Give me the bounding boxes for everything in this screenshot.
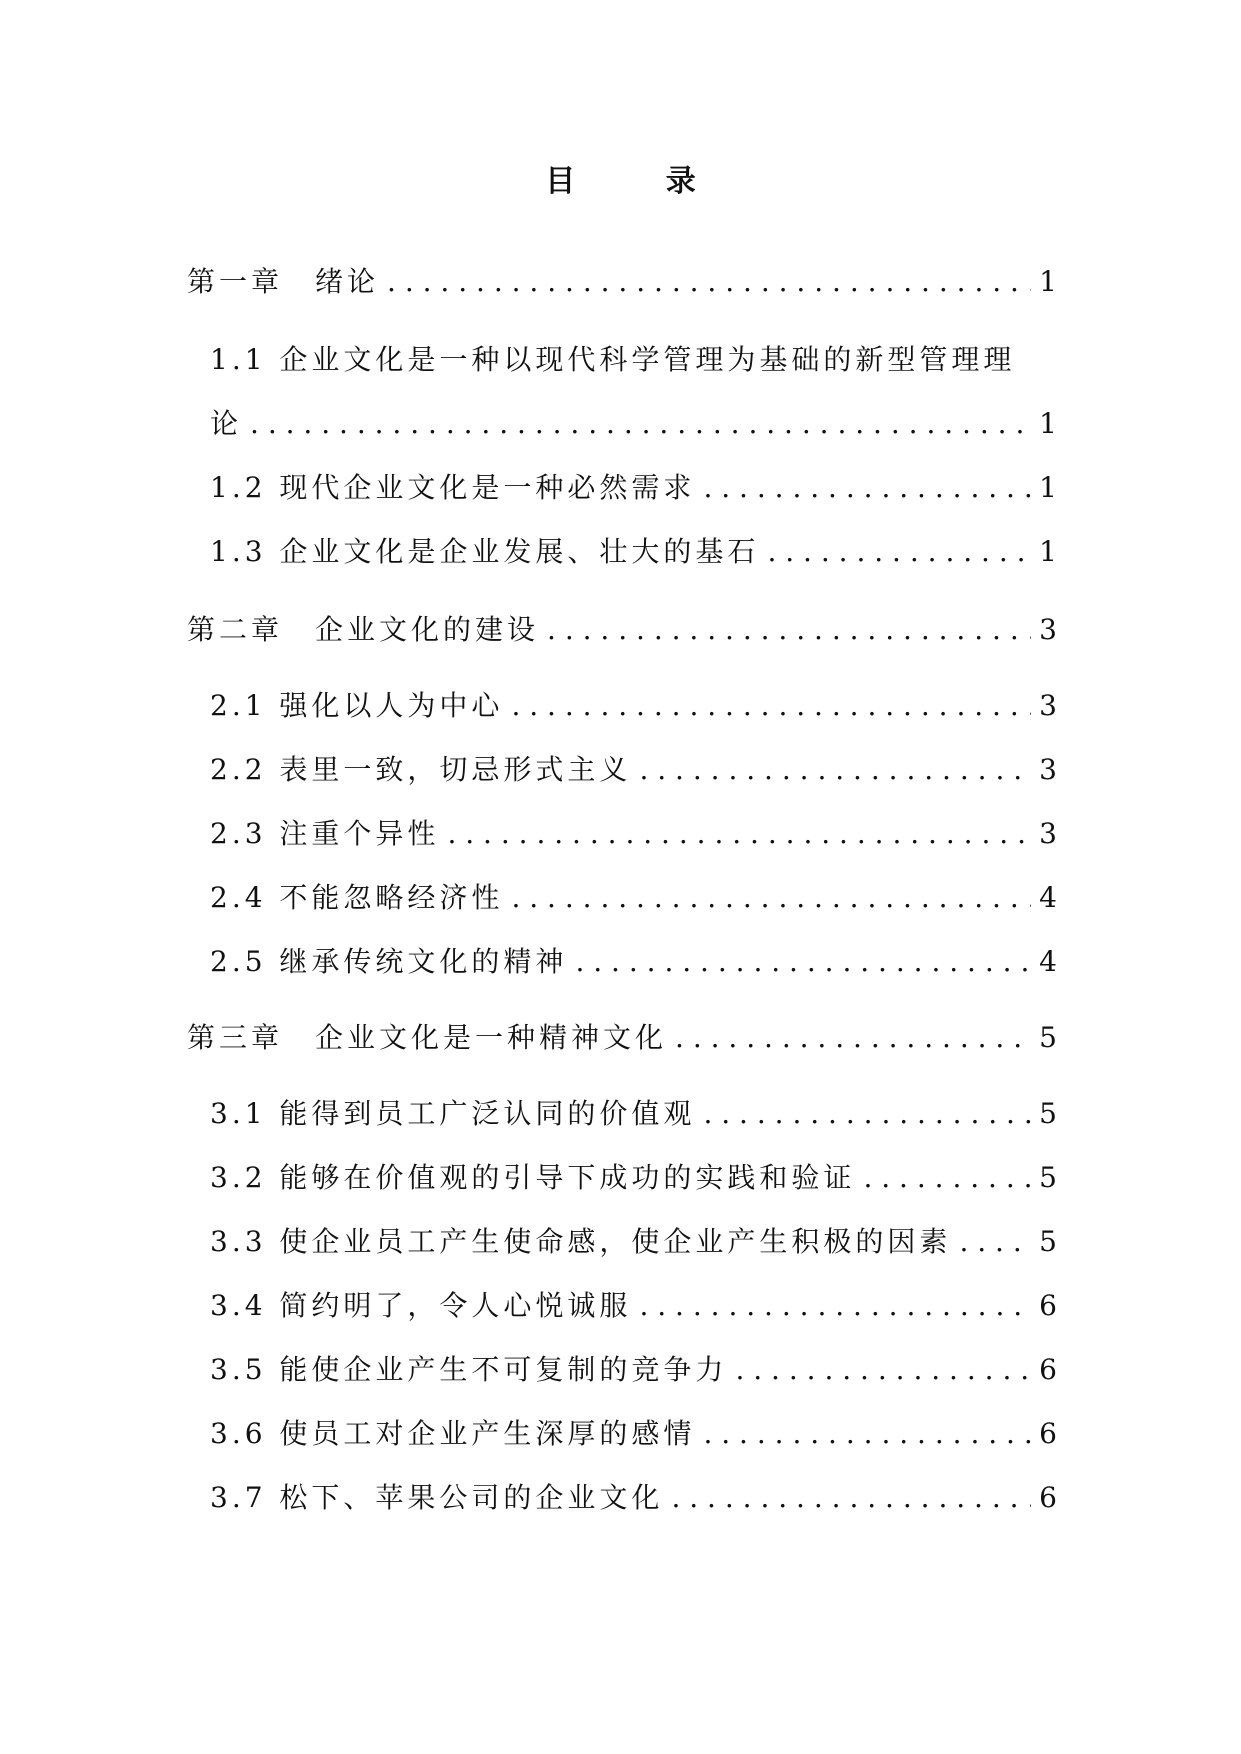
toc-entry-3-1[interactable] (210, 1094, 1057, 1134)
toc-leader-dots (387, 262, 1031, 302)
toc-entry-page: 1 (1039, 471, 1057, 504)
toc-entry-text: 2.3 注重个异性 (210, 817, 440, 850)
toc-leader-dots (675, 1018, 1031, 1058)
toc-entry-text: 第二章 企业文化的建设 (187, 613, 540, 646)
toc-entry-page: 1 (1039, 407, 1057, 440)
toc-entry-text: 3.3 使企业员工产生使命感，使企业产生积极的因素 (210, 1225, 952, 1258)
toc-leader-dots (547, 610, 1031, 650)
toc-leader-dots (735, 1350, 1031, 1390)
toc-entry-text: 3.4 简约明了，令人心悦诚服 (210, 1289, 632, 1322)
toc-leader-dots (671, 1478, 1031, 1518)
toc-entry-page: 5 (1039, 1097, 1057, 1130)
toc-entry-1-2[interactable] (210, 468, 1057, 508)
toc-entry-page: 3 (1039, 817, 1057, 850)
toc-entry-3-4[interactable] (210, 1286, 1057, 1326)
toc-entry-page: 4 (1039, 945, 1057, 978)
toc-entry-2-4[interactable] (210, 878, 1057, 918)
toc-leader-dots (639, 1286, 1031, 1326)
toc-entry-text: 3.2 能够在价值观的引导下成功的实践和验证 (210, 1161, 856, 1194)
toc-leader-dots (511, 878, 1031, 918)
toc-leader-dots (639, 750, 1031, 790)
toc-entry-text: 第三章 企业文化是一种精神文化 (187, 1021, 668, 1054)
toc-entry-1-1[interactable] (210, 404, 1057, 444)
toc-entry-text: 2.1 强化以人为中心 (210, 689, 504, 722)
toc-leader-dots (250, 404, 1031, 444)
toc-entry-page: 5 (1039, 1161, 1057, 1194)
toc-entry-2-3[interactable] (210, 814, 1057, 854)
toc-entry-1-1-line1[interactable]: 1.1 企业文化是一种以现代科学管理为基础的新型管理理 (210, 343, 1016, 376)
toc-leader-dots (575, 942, 1031, 982)
toc-entry-text: 2.4 不能忽略经济性 (210, 881, 504, 914)
toc-leader-dots (767, 532, 1031, 572)
toc-leader-dots (703, 1094, 1031, 1134)
toc-entry-text: 3.5 能使企业产生不可复制的竞争力 (210, 1353, 728, 1386)
toc-entry-text: 第一章 绪论 (187, 265, 380, 298)
toc-entry-3-7[interactable] (210, 1478, 1057, 1518)
toc-entry-page: 1 (1039, 535, 1057, 568)
toc-entry-chapter-3[interactable] (187, 1018, 1057, 1058)
page-title: 目 录 (545, 164, 736, 199)
toc-entry-text: 2.2 表里一致，切忌形式主义 (210, 753, 632, 786)
toc-entry-page: 5 (1039, 1225, 1057, 1258)
toc-entry-3-3[interactable] (210, 1222, 1057, 1262)
toc-entry-2-5[interactable] (210, 942, 1057, 982)
toc-entry-page: 3 (1039, 753, 1057, 786)
toc-entry-text: 2.5 继承传统文化的精神 (210, 945, 568, 978)
toc-entry-page: 6 (1039, 1289, 1057, 1322)
toc-leader-dots (511, 686, 1031, 726)
toc-entry-page: 1 (1039, 265, 1057, 298)
toc-entry-page: 4 (1039, 881, 1057, 914)
toc-entry-3-6[interactable] (210, 1414, 1057, 1454)
toc-leader-dots (959, 1222, 1031, 1262)
toc-entry-page: 3 (1039, 689, 1057, 722)
toc-entry-chapter-1[interactable] (187, 262, 1057, 302)
toc-entry-1-3[interactable] (210, 532, 1057, 572)
toc-entry-text: 1.2 现代企业文化是一种必然需求 (210, 471, 696, 504)
toc-leader-dots (703, 1414, 1031, 1454)
toc-entry-3-5[interactable] (210, 1350, 1057, 1390)
toc-entry-2-1[interactable] (210, 686, 1057, 726)
toc-entry-text: 1.3 企业文化是企业发展、壮大的基石 (210, 535, 760, 568)
toc-entry-page: 6 (1039, 1417, 1057, 1450)
toc-entry-text: 3.7 松下、苹果公司的企业文化 (210, 1481, 664, 1514)
toc-entry-3-2[interactable] (210, 1158, 1057, 1198)
toc-entry-page: 6 (1039, 1353, 1057, 1386)
toc-entry-2-2[interactable] (210, 750, 1057, 790)
toc-entry-text: 3.6 使员工对企业产生深厚的感情 (210, 1417, 696, 1450)
toc-entry-text: 3.1 能得到员工广泛认同的价值观 (210, 1097, 696, 1130)
toc-entry-page: 6 (1039, 1481, 1057, 1514)
toc-entry-text: 论 (210, 407, 243, 440)
toc-leader-dots (703, 468, 1031, 508)
toc-entry-page: 3 (1039, 613, 1057, 646)
toc-leader-dots (863, 1158, 1031, 1198)
toc-entry-chapter-2[interactable] (187, 610, 1057, 650)
toc-entry-page: 5 (1039, 1021, 1057, 1054)
toc-leader-dots (447, 814, 1031, 854)
